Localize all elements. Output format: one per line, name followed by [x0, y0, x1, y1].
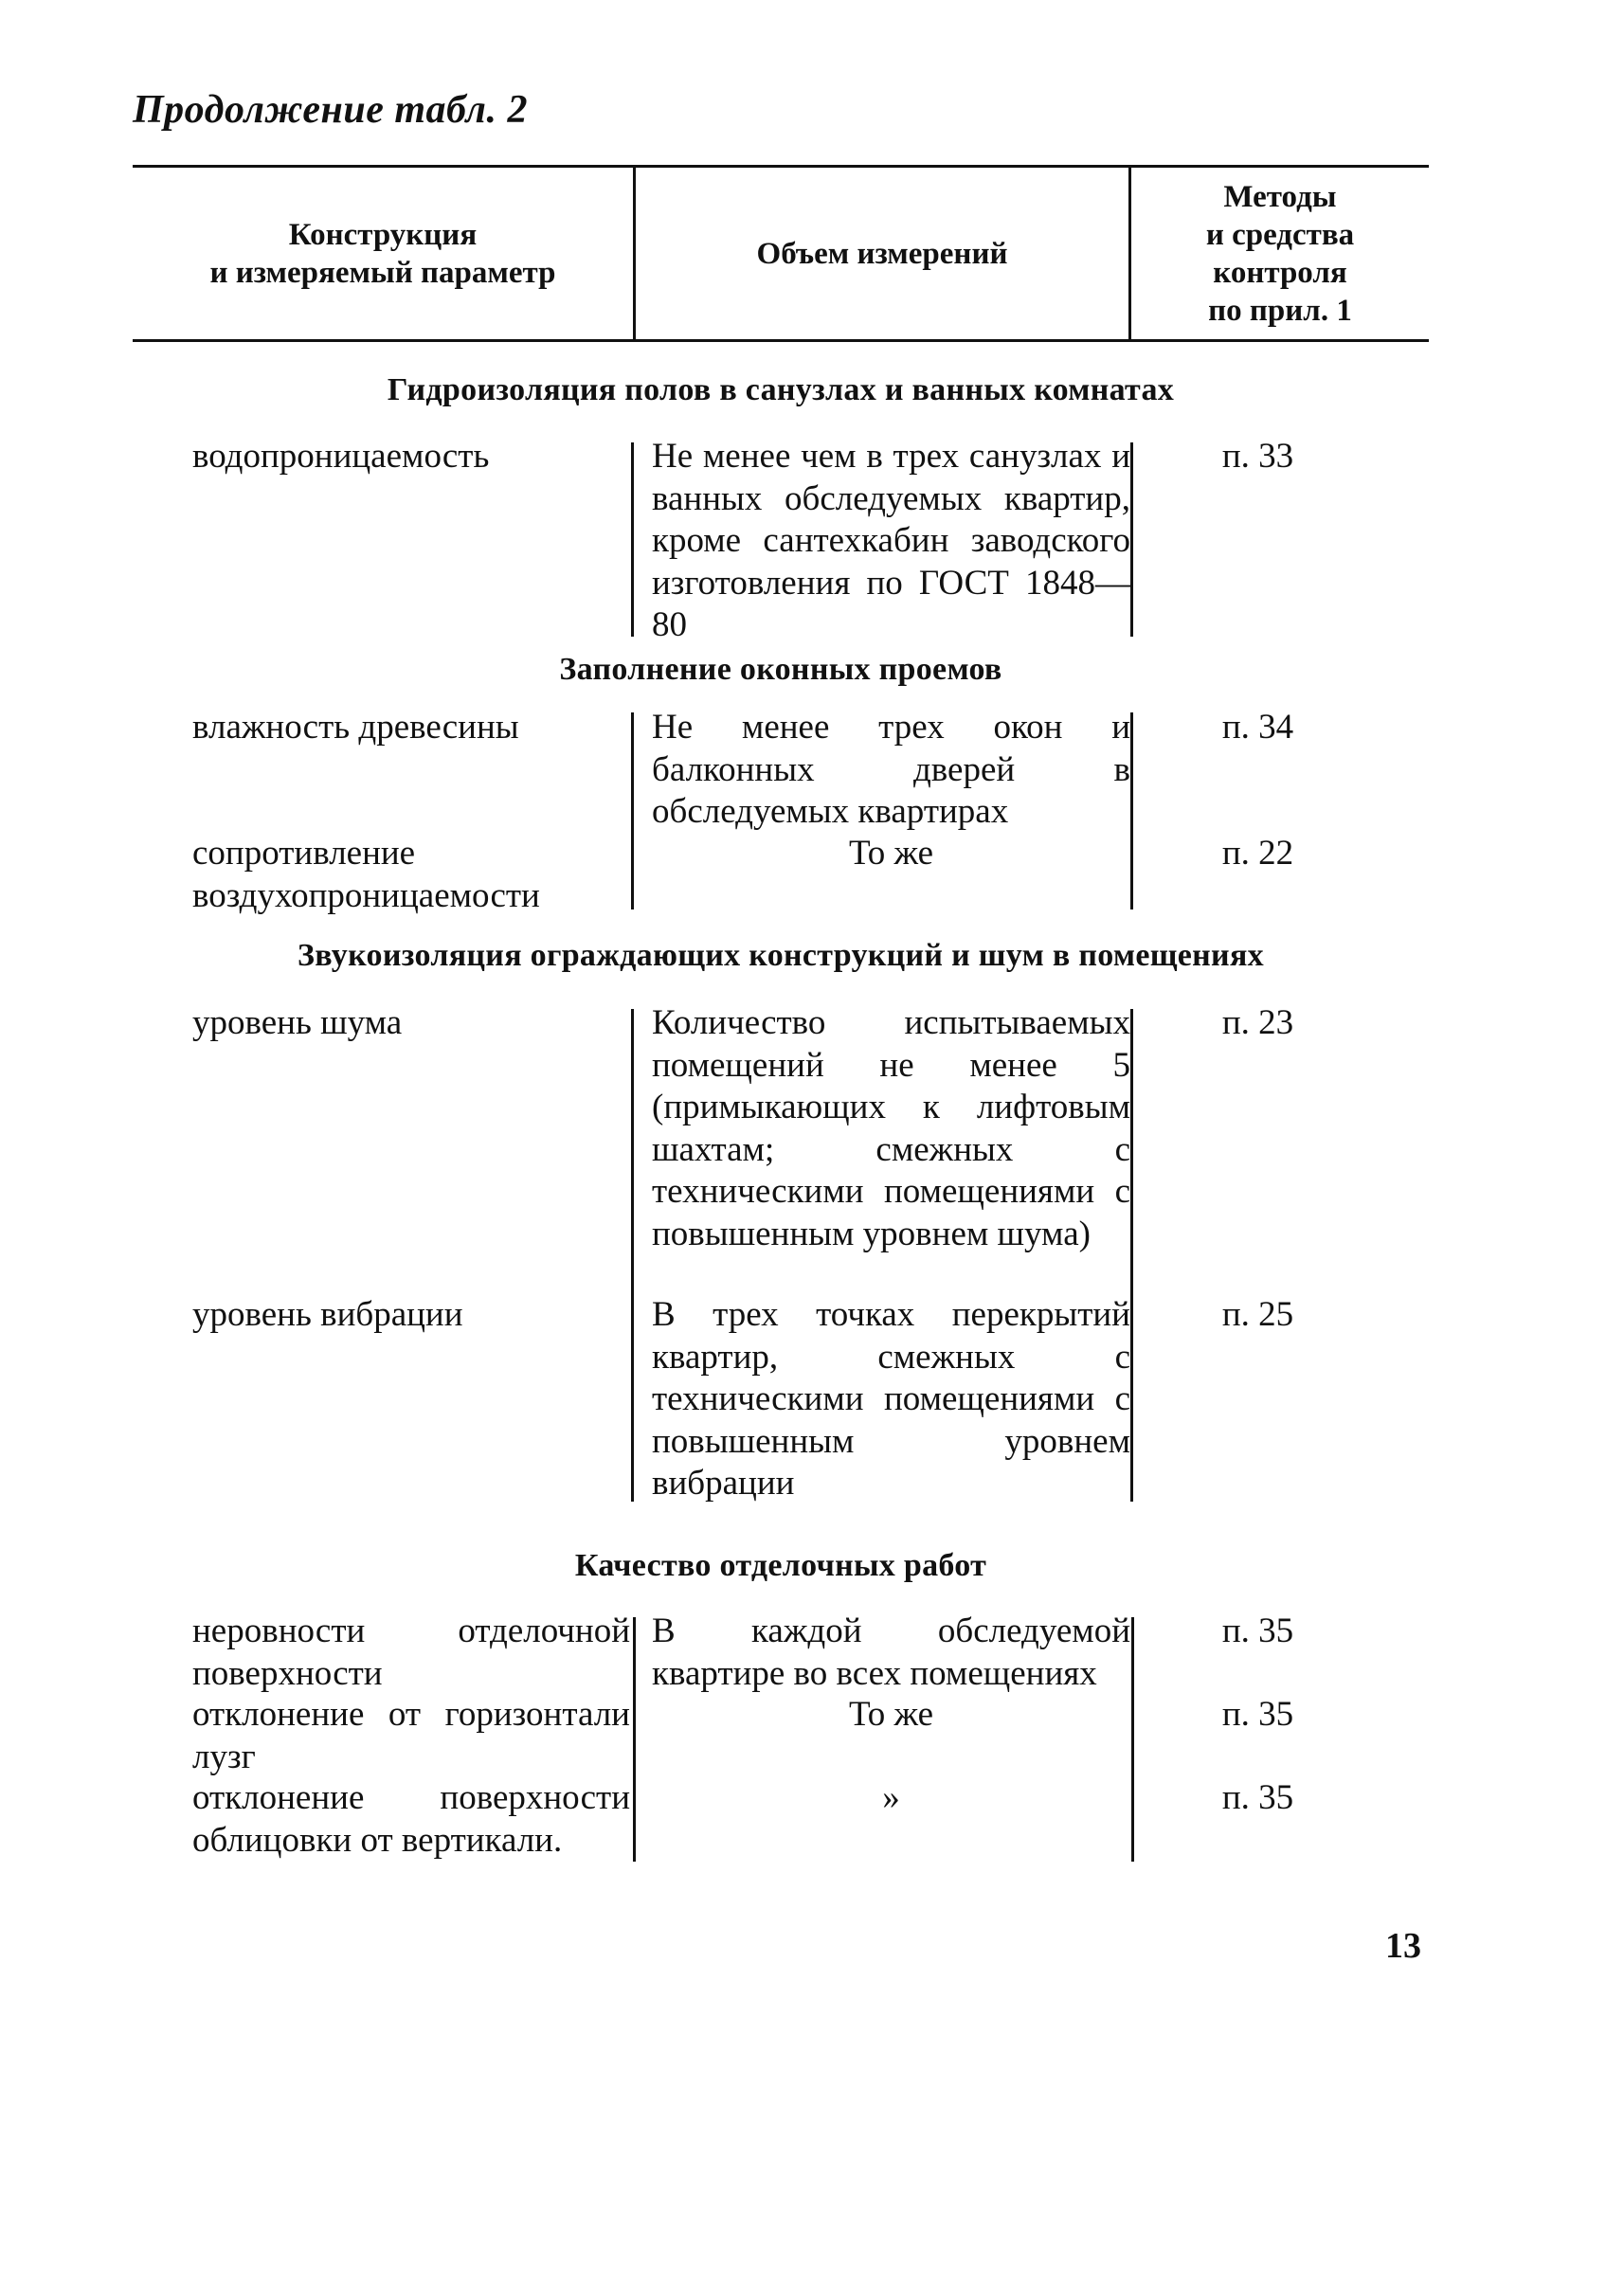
volume-cell: »	[882, 1778, 900, 1817]
volume-cell: Не менее чем в трех санузлах и ванных обследуемых квартир, кроме сантехкабин заводского изготовления по ГОСТ 1848—80	[652, 437, 1130, 644]
param-cell: сопротивление воздухопроницаемости	[192, 834, 540, 915]
method-cell: п. 35	[1221, 1612, 1294, 1650]
vline-s3-right	[1130, 1009, 1133, 1502]
volume-cell: Количество испытываемых помещений не менее 5 (примыкающих к лифтовым шахтам; смежных с техническими помещениями с повышенным уровнем шума)	[652, 1003, 1130, 1253]
header-col-volume-text: Объем измерений	[756, 237, 1008, 271]
header-col-parameter	[133, 167, 633, 341]
header-col-parameter-text: Конструкция и измеряемый параметр	[209, 218, 556, 290]
vline-s4-right	[1131, 1617, 1134, 1862]
param-cell: уровень шума	[192, 1003, 403, 1042]
param-cell: отклонение поверхности облицовки от вертикали.	[192, 1778, 630, 1860]
header-col-method	[1131, 167, 1429, 341]
method-cell: п. 33	[1221, 437, 1294, 476]
volume-cell: То же	[848, 834, 934, 873]
param-cell: неровности отделочной поверхности	[192, 1612, 630, 1693]
param-cell: водопроницаемость	[192, 437, 490, 476]
method-cell: п. 25	[1221, 1295, 1294, 1334]
method-cell: п. 35	[1221, 1778, 1294, 1817]
method-cell: п. 22	[1221, 834, 1294, 873]
vline-s2-right	[1130, 712, 1133, 909]
volume-cell: То же	[848, 1695, 934, 1734]
method-cell: п. 35	[1221, 1695, 1294, 1734]
volume-cell: Не менее трех окон и балконных дверей в обследуемых квартирах	[652, 708, 1130, 831]
method-cell: п. 23	[1221, 1003, 1294, 1042]
header-col-volume	[636, 167, 1128, 341]
table-caption: Продолжение табл. 2	[133, 88, 528, 132]
param-cell: влажность древесины	[192, 708, 519, 747]
vline-s1-right	[1130, 442, 1133, 637]
param-cell: уровень вибрации	[192, 1295, 463, 1334]
vline-s3-left	[631, 1009, 634, 1502]
volume-cell: В каждой обследуемой квартире во всех помещениях	[652, 1612, 1130, 1693]
vline-s2-left	[631, 712, 634, 909]
section-title-waterproofing: Гидроизоляция полов в санузлах и ванных комнатах	[387, 372, 1175, 407]
header-col-method-text: Методы и средства контроля по прил. 1	[1205, 180, 1355, 328]
method-cell: п. 34	[1221, 708, 1294, 747]
page-number: 13	[1385, 1926, 1421, 1966]
section-title-windows: Заполнение оконных проемов	[559, 652, 1002, 687]
vline-s1-left	[631, 442, 634, 637]
section-title-finishing-quality: Качество отделочных работ	[574, 1548, 987, 1583]
param-cell: отклонение от горизонтали лузг	[192, 1695, 630, 1776]
volume-cell: В трех точках перекрытий квартир, смежных с техническими помещениями с повышенным уровнем вибрации	[652, 1295, 1130, 1503]
section-title-sound-insulation: Звукоизоляция ограждающих конструкций и шум в помещениях	[298, 938, 1264, 973]
vline-s4-left	[633, 1617, 636, 1862]
